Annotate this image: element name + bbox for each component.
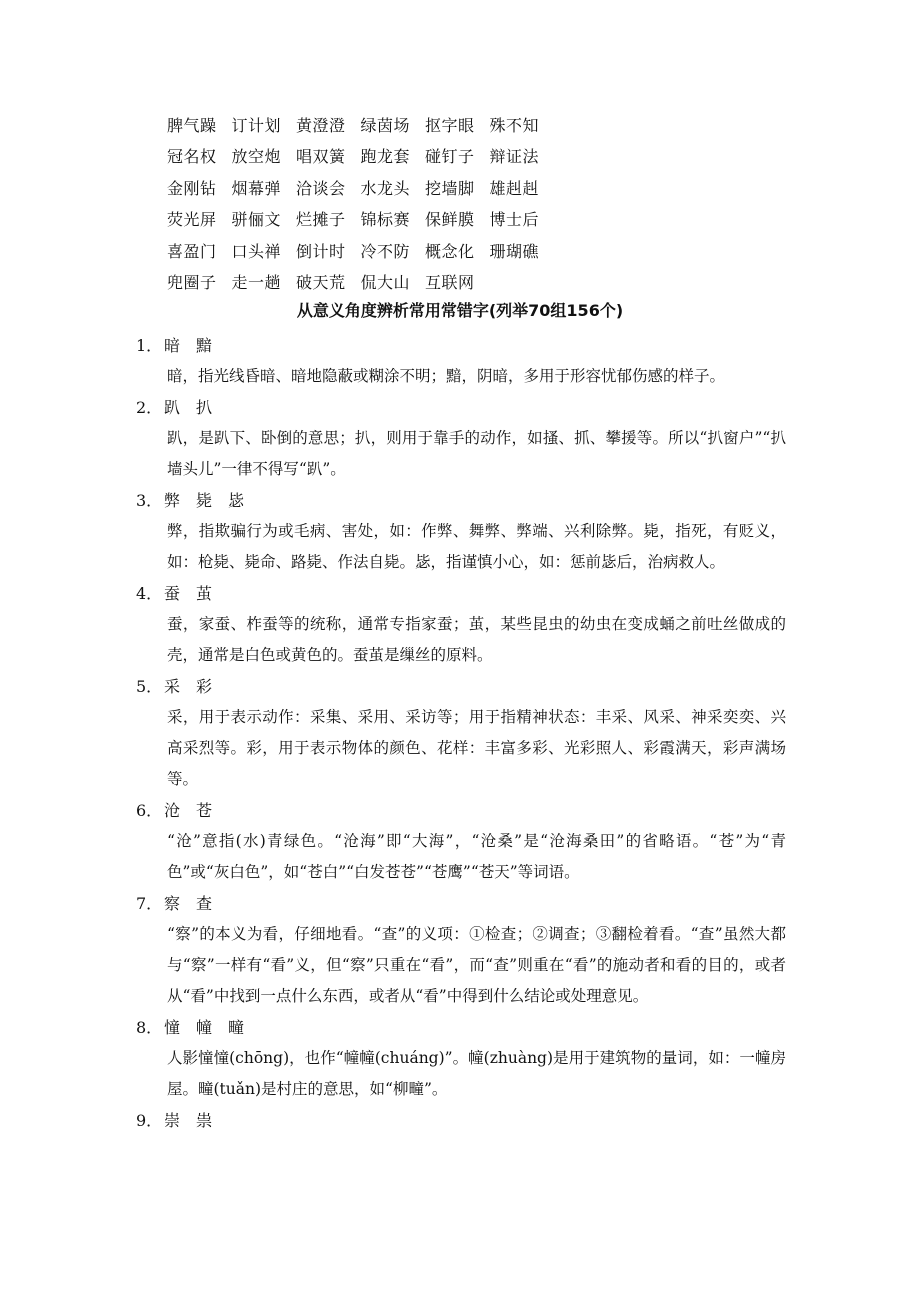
word-row bbox=[167, 205, 767, 237]
entry-heading bbox=[136, 393, 786, 423]
entry-characters: 崇 祟 bbox=[164, 1111, 213, 1130]
word: 脾气躁 bbox=[167, 115, 217, 135]
entry-number: 1． bbox=[136, 336, 163, 355]
word: 雄赳赳 bbox=[489, 178, 540, 198]
entry-explanation: 暗，指光线昏暗、暗地隐蔽或糊涂不明；黯，阴暗，多用于形容忧郁伤感的样子。 bbox=[167, 367, 726, 385]
word: 走一趟 bbox=[231, 273, 282, 293]
entry bbox=[136, 1106, 786, 1136]
entry-number: 3． bbox=[136, 491, 163, 510]
word: 黄澄澄 bbox=[296, 115, 346, 135]
word: 珊瑚礁 bbox=[489, 241, 540, 261]
entry-characters: 察 查 bbox=[164, 894, 213, 913]
entry bbox=[136, 579, 786, 671]
word-row bbox=[167, 110, 767, 142]
word: 锦标赛 bbox=[360, 210, 411, 230]
word: 唱双簧 bbox=[296, 147, 346, 167]
word: 侃大山 bbox=[360, 273, 411, 293]
word: 订计划 bbox=[231, 115, 282, 135]
entry-heading bbox=[136, 486, 786, 516]
word: 放空炮 bbox=[231, 147, 282, 167]
word: 骈俪文 bbox=[231, 210, 282, 230]
word: 水龙头 bbox=[360, 178, 411, 198]
word: 荧光屏 bbox=[167, 210, 217, 230]
entry-number: 4． bbox=[136, 584, 163, 603]
entry bbox=[136, 889, 786, 1012]
entry-number: 8． bbox=[136, 1018, 163, 1037]
word-row bbox=[167, 173, 767, 205]
word: 兜圈子 bbox=[167, 273, 217, 293]
entry bbox=[136, 672, 786, 795]
word: 互联网 bbox=[425, 273, 475, 293]
entry-characters: 采 彩 bbox=[164, 677, 213, 696]
entry-heading bbox=[136, 331, 786, 361]
entry-characters: 趴 扒 bbox=[164, 398, 213, 417]
entry-heading bbox=[136, 796, 786, 826]
entry-explanation: “沧”意指(水)青绿色。“沧海”即“大海”，“沧桑”是“沧海桑田”的省略语。“苍”为“青色”或“灰白色”，如“苍白”“白发苍苍”“苍鹰”“苍天”等词语。 bbox=[167, 832, 786, 881]
entry-characters: 沧 苍 bbox=[164, 801, 213, 820]
entry-list bbox=[136, 331, 786, 1136]
word-grid bbox=[167, 110, 767, 299]
word: 冠名权 bbox=[167, 147, 217, 167]
entry-heading bbox=[136, 1106, 786, 1136]
entry bbox=[136, 1013, 786, 1105]
entry-heading bbox=[136, 579, 786, 609]
word-row bbox=[167, 142, 767, 174]
word: 辩证法 bbox=[489, 147, 540, 167]
entry bbox=[136, 393, 786, 485]
entry-explanation: 人影憧憧(chōng)，也作“幢幢(chuáng)”。幢(zhuàng)是用于建筑物的量词，如：一幢房屋。疃(tuǎn)是村庄的意思，如“柳疃”。 bbox=[167, 1049, 786, 1098]
section-title: 从意义角度辨析常用常错字(列举70组156个) bbox=[296, 301, 624, 320]
word-row bbox=[167, 236, 767, 268]
entry-explanation: 弊，指欺骗行为或毛病、害处，如：作弊、舞弊、弊端、兴利除弊。毙，指死，有贬义，如：枪毙、毙命、路毙、作法自毙。毖，指谨慎小心，如：惩前毖后，治病救人。 bbox=[167, 522, 786, 571]
entry-heading bbox=[136, 889, 786, 919]
word: 烟幕弹 bbox=[231, 178, 282, 198]
word: 绿茵场 bbox=[360, 115, 411, 135]
word: 洽谈会 bbox=[296, 178, 346, 198]
entry-characters: 弊 毙 毖 bbox=[164, 491, 245, 510]
word: 殊不知 bbox=[489, 115, 540, 135]
word: 挖墙脚 bbox=[425, 178, 475, 198]
word: 概念化 bbox=[425, 241, 475, 261]
entry-number: 7． bbox=[136, 894, 163, 913]
entry-characters: 暗 黯 bbox=[164, 336, 213, 355]
word: 跑龙套 bbox=[360, 147, 411, 167]
entry-heading bbox=[136, 672, 786, 702]
word: 烂摊子 bbox=[296, 210, 346, 230]
word: 博士后 bbox=[489, 210, 540, 230]
word: 倒计时 bbox=[296, 241, 346, 261]
entry-heading bbox=[136, 1013, 786, 1043]
word: 口头禅 bbox=[231, 241, 282, 261]
word: 破天荒 bbox=[296, 273, 346, 293]
entry-characters: 蚕 茧 bbox=[164, 584, 213, 603]
entry bbox=[136, 796, 786, 888]
entry-explanation: 蚕，家蚕、柞蚕等的统称，通常专指家蚕；茧，某些昆虫的幼虫在变成蛹之前吐丝做成的壳，通常是白色或黄色的。蚕茧是缫丝的原料。 bbox=[167, 615, 786, 664]
entry bbox=[136, 486, 786, 578]
word: 喜盈门 bbox=[167, 241, 217, 261]
entry-number: 6． bbox=[136, 801, 163, 820]
word: 碰钉子 bbox=[425, 147, 475, 167]
entry-characters: 憧 幢 疃 bbox=[164, 1018, 245, 1037]
entry-explanation: 采，用于表示动作：采集、采用、采访等；用于指精神状态：丰采、风采、神采奕奕、兴高采烈等。彩，用于表示物体的颜色、花样：丰富多彩、光彩照人、彩霞满天，彩声满场等。 bbox=[167, 708, 786, 788]
entry-number: 9． bbox=[136, 1111, 163, 1130]
word: 保鲜膜 bbox=[425, 210, 475, 230]
word: 抠字眼 bbox=[425, 115, 475, 135]
word: 冷不防 bbox=[360, 241, 411, 261]
entry-explanation: “察”的本义为看，仔细地看。“查”的义项：①检查；②调查；③翻检着看。“查”虽然大都与“察”一样有“看”义，但“察”只重在“看”，而“查”则重在“看”的施动者和看的目的，或者从“看”中找到一点什么东西，或者从“看”中得到什么结论或处理意见。 bbox=[167, 925, 786, 1005]
entry-explanation: 趴，是趴下、卧倒的意思；扒，则用于靠手的动作，如搔、抓、攀援等。所以“扒窗户”“扒墙头儿”一律不得写“趴”。 bbox=[167, 429, 786, 478]
entry-number: 5． bbox=[136, 677, 163, 696]
entry bbox=[136, 331, 786, 392]
entry-number: 2． bbox=[136, 398, 163, 417]
word: 金刚钻 bbox=[167, 178, 217, 198]
word-row bbox=[167, 268, 767, 300]
